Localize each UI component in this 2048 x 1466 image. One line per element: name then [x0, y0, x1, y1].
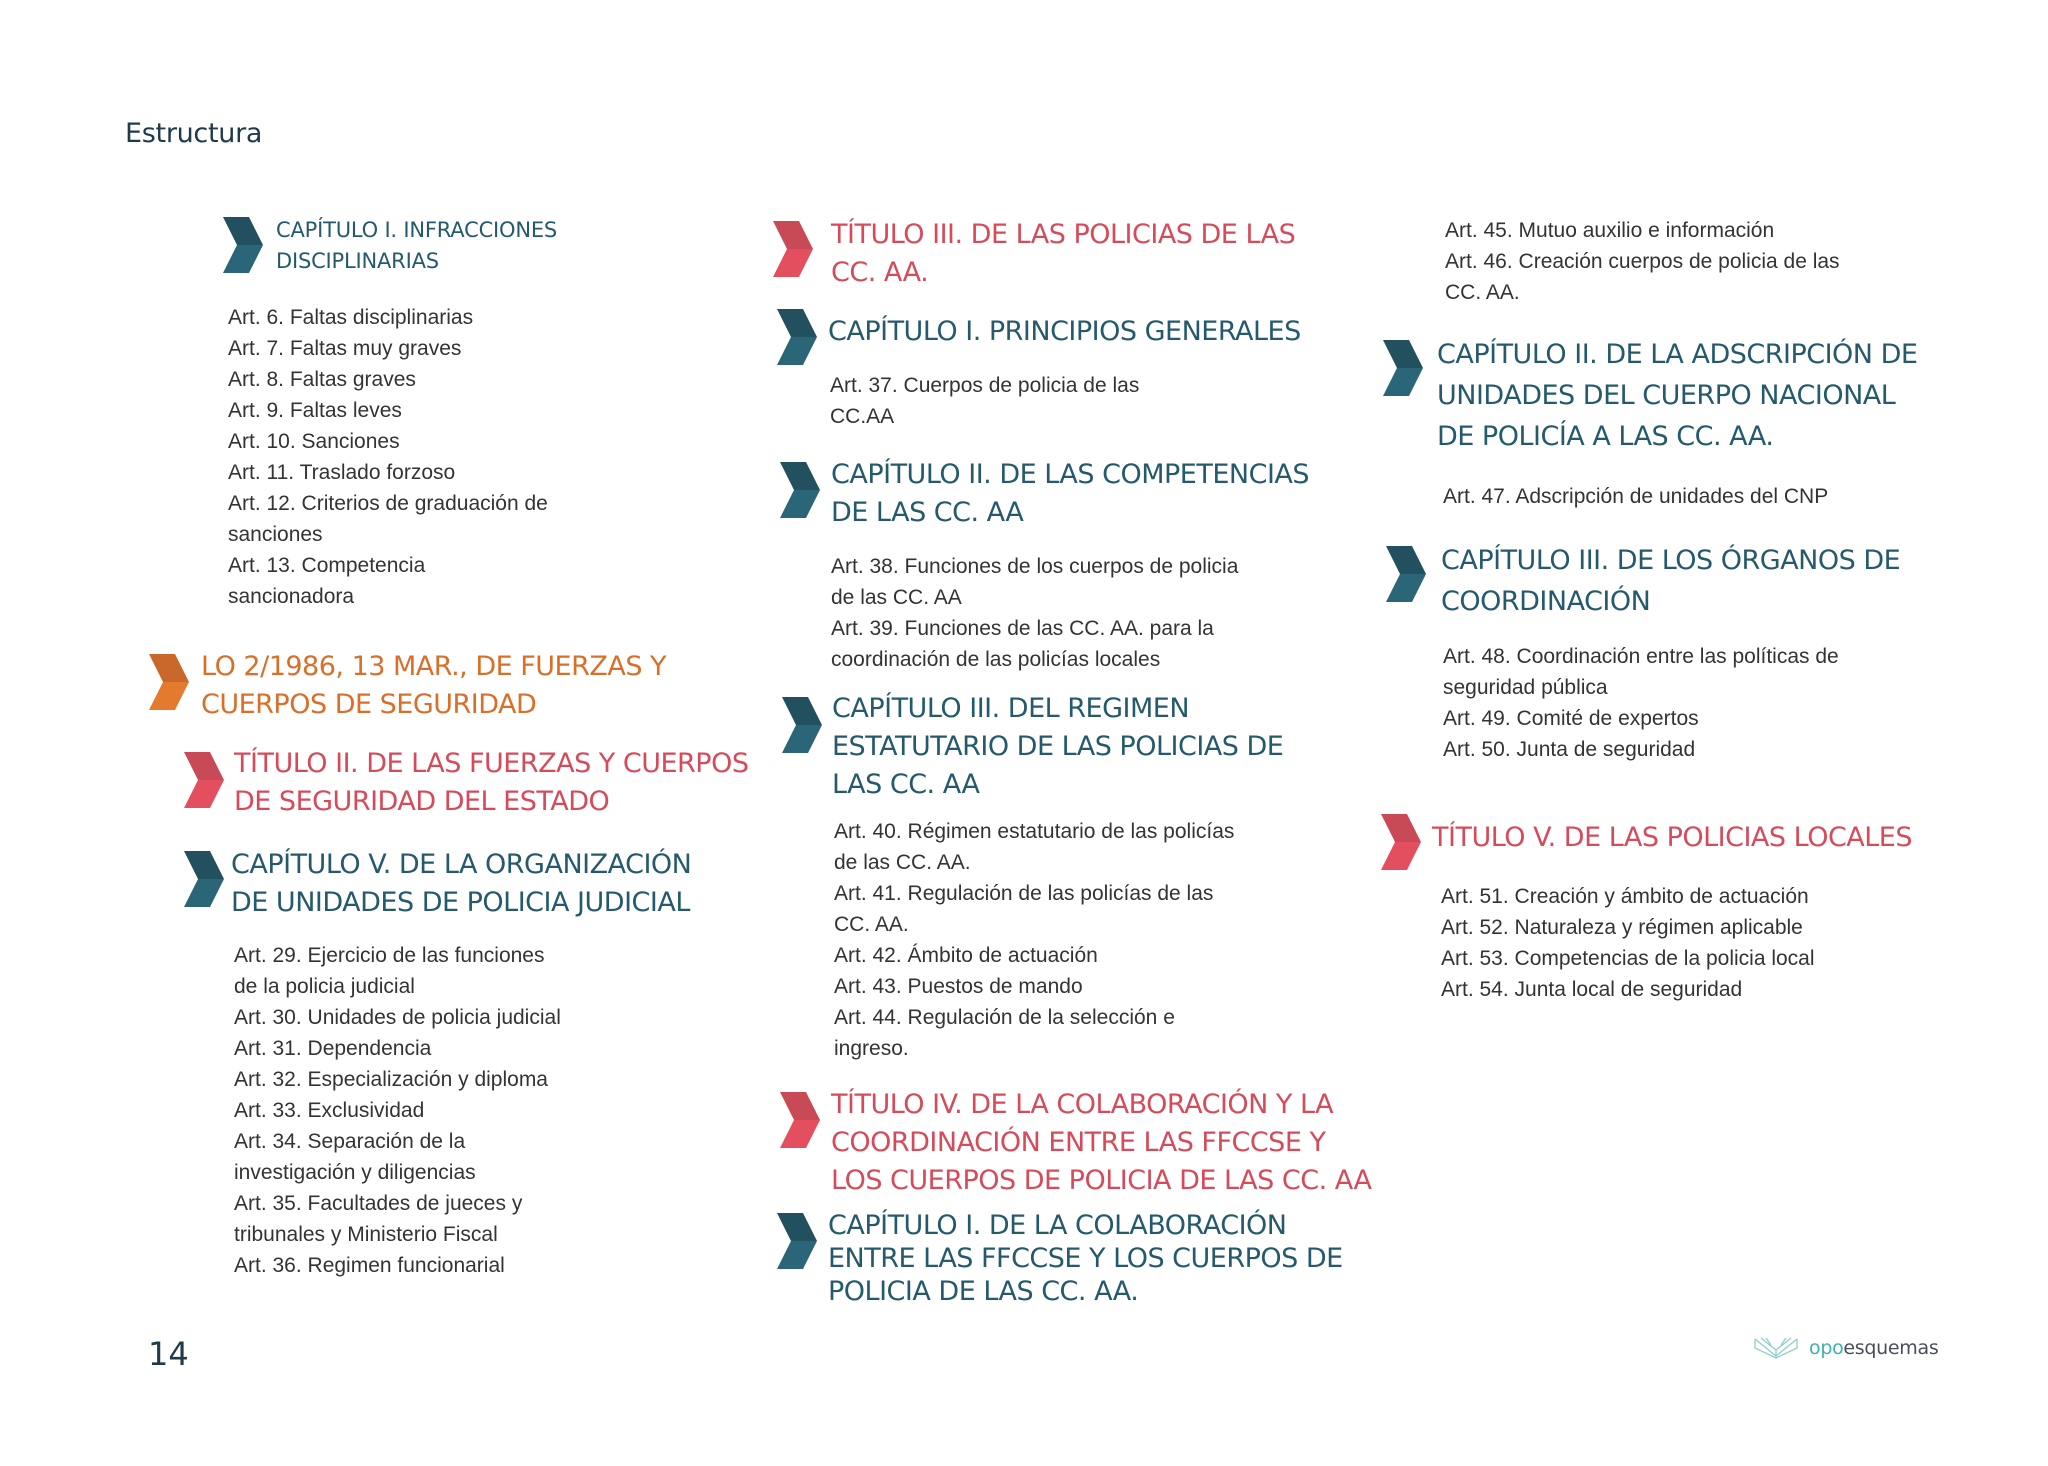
chapter-heading-cap5: CAPÍTULO V. DE LA ORGANIZACIÓN DE UNIDADES DE POLICIA JUDICIAL: [231, 849, 692, 918]
chevron-teal-icon: [1383, 340, 1423, 396]
article-item: CC.AA: [830, 405, 895, 428]
article-item: ingreso.: [834, 1037, 909, 1060]
article-item: Art. 37. Cuerpos de policia de las: [830, 374, 1140, 397]
chevron-teal-icon: [223, 217, 263, 273]
article-list-cap1: [228, 302, 548, 612]
article-list-cap1-colaboracion-cont: [1445, 215, 1840, 308]
chevron-red-icon: [780, 1092, 820, 1148]
article-item: Art. 34. Separación de la: [234, 1130, 466, 1153]
article-item: Art. 45. Mutuo auxilio e información: [1445, 219, 1775, 242]
article-item: de las CC. AA.: [834, 851, 971, 874]
chevron-teal-icon: [777, 309, 817, 365]
article-list-cap3-regimen: [834, 816, 1234, 1064]
law-heading: LO 2/1986, 13 MAR., DE FUERZAS Y CUERPOS DE SEGURIDAD: [201, 651, 667, 720]
article-list-titulo5: [1441, 881, 1815, 1005]
chevron-teal-icon: [777, 1213, 817, 1269]
chevron-teal-icon: [780, 462, 820, 518]
chevron-teal-icon: [1386, 546, 1426, 602]
article-item: Art. 30. Unidades de policia judicial: [234, 1006, 561, 1029]
chevron-red-icon: [184, 752, 224, 808]
article-list-cap2-adscripcion: [1443, 481, 1828, 512]
article-item: Art. 43. Puestos de mando: [834, 975, 1083, 998]
article-item: Art. 53. Competencias de la policia local: [1441, 947, 1815, 970]
chevron-orange-icon: [148, 654, 190, 710]
article-item: Art. 36. Regimen funcionarial: [234, 1254, 505, 1277]
page-number: 14: [148, 1335, 189, 1373]
article-item: Art. 8. Faltas graves: [228, 368, 416, 391]
article-item: Art. 11. Traslado forzoso: [228, 461, 456, 484]
article-item: Art. 54. Junta local de seguridad: [1441, 978, 1743, 1001]
title-heading-titulo4: TÍTULO IV. DE LA COLABORACIÓN Y LA COORDINACIÓN ENTRE LAS FFCCSE Y LOS CUERPOS DE POLICIA DE LAS CC. AA: [831, 1089, 1372, 1196]
chapter-heading-cap1-colaboracion: CAPÍTULO I. DE LA COLABORACIÓN ENTRE LAS FFCCSE Y LOS CUERPOS DE POLICIA DE LAS CC. AA.: [828, 1210, 1343, 1307]
article-item: Art. 12. Criterios de graduación de: [228, 492, 548, 515]
chapter-heading-cap2-adscripcion: CAPÍTULO II. DE LA ADSCRIPCIÓN DE UNIDADES DEL CUERPO NACIONAL DE POLICÍA A LAS CC. AA.: [1437, 339, 1918, 452]
article-item: Art. 52. Naturaleza y régimen aplicable: [1441, 916, 1803, 939]
title-heading-titulo3: TÍTULO III. DE LAS POLICIAS DE LAS CC. AA.: [831, 219, 1296, 288]
page-title: Estructura: [125, 118, 263, 149]
article-item: Art. 13. Competencia: [228, 554, 426, 577]
article-item: CC. AA.: [1445, 281, 1520, 304]
article-item: Art. 38. Funciones de los cuerpos de policia: [831, 555, 1239, 578]
article-item: Art. 49. Comité de expertos: [1443, 707, 1699, 730]
article-list-cap1-principios: [830, 370, 1139, 432]
chapter-heading-cap1-infracciones: CAPÍTULO I. INFRACCIONES DISCIPLINARIAS: [276, 218, 558, 273]
article-item: Art. 46. Creación cuerpos de policia de las: [1445, 250, 1840, 273]
article-item: tribunales y Ministerio Fiscal: [234, 1223, 498, 1246]
article-list-cap3-organos: [1443, 641, 1839, 765]
article-list-cap2-competencias: [831, 551, 1238, 675]
article-item: Art. 32. Especialización y diploma: [234, 1068, 548, 1091]
article-item: Art. 44. Regulación de la selección e: [834, 1006, 1175, 1029]
article-item: Art. 29. Ejercicio de las funciones: [234, 944, 545, 967]
article-item: Art. 42. Ámbito de actuación: [834, 944, 1098, 967]
brand-logo: [1753, 1334, 1938, 1362]
article-item: Art. 6. Faltas disciplinarias: [228, 306, 474, 329]
open-book-icon: [1753, 1336, 1799, 1360]
brand-wordmark: opoesquemas: [1809, 1337, 1939, 1359]
article-item: Art. 33. Exclusividad: [234, 1099, 425, 1122]
article-item: de las CC. AA: [831, 586, 962, 609]
article-item: Art. 7. Faltas muy graves: [228, 337, 462, 360]
article-item: Art. 10. Sanciones: [228, 430, 400, 453]
article-item: CC. AA.: [834, 913, 909, 936]
chevron-teal-icon: [184, 851, 224, 907]
title-heading-titulo2: TÍTULO II. DE LAS FUERZAS Y CUERPOS DE SEGURIDAD DEL ESTADO: [234, 748, 749, 817]
chapter-heading-cap3-organos: CAPÍTULO III. DE LOS ÓRGANOS DE COORDINACIÓN: [1441, 545, 1901, 617]
article-item: Art. 40. Régimen estatutario de las policías: [834, 820, 1235, 843]
article-item: Art. 39. Funciones de las CC. AA. para la: [831, 617, 1214, 640]
chevron-red-icon: [773, 221, 813, 277]
article-list-cap5: [234, 940, 561, 1281]
chapter-heading-cap3-regimen: CAPÍTULO III. DEL REGIMEN ESTATUTARIO DE LAS POLICIAS DE LAS CC. AA: [832, 693, 1284, 800]
article-item: Art. 31. Dependencia: [234, 1037, 432, 1060]
article-item: Art. 48. Coordinación entre las políticas de: [1443, 645, 1839, 668]
article-item: Art. 50. Junta de seguridad: [1443, 738, 1696, 761]
article-item: sancionadora: [228, 585, 355, 608]
article-item: Art. 47. Adscripción de unidades del CNP: [1443, 485, 1829, 508]
chapter-heading-cap1-principios: CAPÍTULO I. PRINCIPIOS GENERALES: [828, 316, 1301, 347]
article-item: Art. 9. Faltas leves: [228, 399, 402, 422]
article-item: Art. 35. Facultades de jueces y: [234, 1192, 523, 1215]
chevron-teal-icon: [782, 697, 822, 753]
chevron-red-icon: [1381, 814, 1421, 870]
article-item: investigación y diligencias: [234, 1161, 476, 1184]
article-item: coordinación de las policías locales: [831, 648, 1161, 671]
article-item: seguridad pública: [1443, 676, 1608, 699]
article-item: Art. 51. Creación y ámbito de actuación: [1441, 885, 1809, 908]
title-heading-titulo5: TÍTULO V. DE LAS POLICIAS LOCALES: [1432, 822, 1913, 853]
article-item: Art. 41. Regulación de las policías de las: [834, 882, 1214, 905]
article-item: de la policia judicial: [234, 975, 415, 998]
chapter-heading-cap2-competencias: CAPÍTULO II. DE LAS COMPETENCIAS DE LAS CC. AA: [831, 459, 1310, 528]
article-item: sanciones: [228, 523, 323, 546]
